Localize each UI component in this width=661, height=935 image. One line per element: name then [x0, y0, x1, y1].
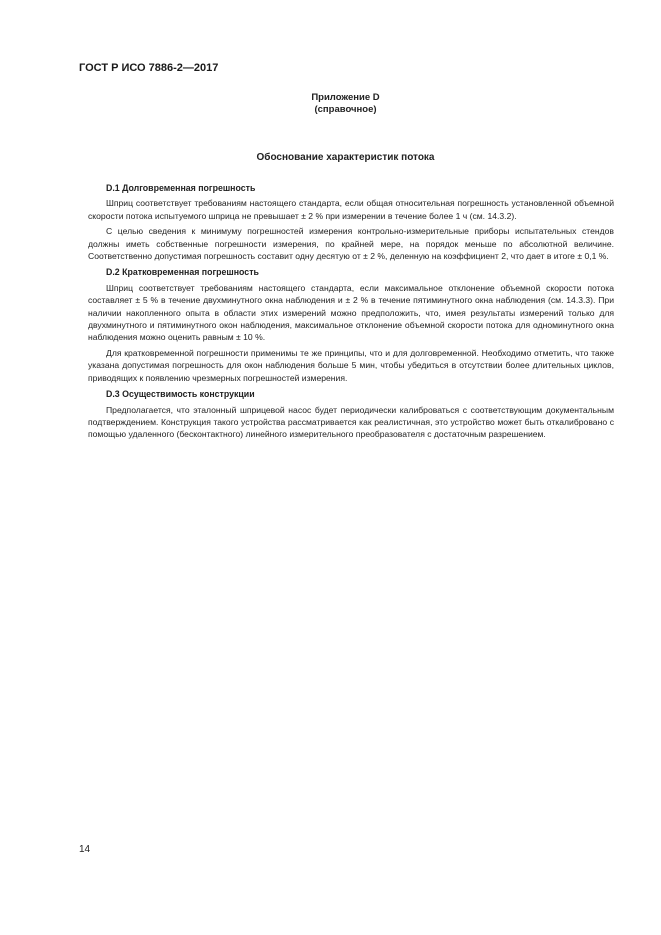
paragraph: Для кратковременной погрешности применимы те же принципы, что и для долговременной. Необходимо отметить, что также указана допустимая погрешность для окон наблюдения больше 5 мин, чтобы убедиться в отсутствии более длительных циклов, приводящих к появлению чрезмерных погрешностей измерения.: [88, 347, 614, 383]
section-heading: D.1 Долговременная погрешность: [106, 183, 256, 193]
paragraph: Шприц соответствует требованиям настоящего стандарта, если максимальное отклонение объемной скорости потока составляет ± 5 % в течение двухминутного окна наблюдения и ± 2 % в течение пятиминутного окна наблюдения (см. 14.3.3). При наличии накопленного опыта в области этих измерений можно предположить, что, имея результаты измерений только для двухминутного и пятиминутного окон наблюдения, максимальное отклонение объемной скорости потока для одноминутного окна наблюдения можно оценить равным ± 10 %.: [88, 282, 614, 343]
annex-title: Обоснование характеристик потока: [256, 152, 435, 163]
section-heading: D.2 Кратковременная погрешность: [106, 267, 259, 278]
section-d3: [88, 388, 614, 441]
paragraph: Шприц соответствует требованиям настоящего стандарта, если общая относительная погрешность установленной объемной скорости потока испытуемого шприца не превышает ± 2 % при измерении в течение более 1 ч (см. 14.3.2).: [88, 198, 614, 221]
annex-label: Приложение D: [311, 92, 380, 103]
page-number: 14: [79, 844, 91, 855]
paragraph: С целью сведения к минимуму погрешностей измерения контрольно-измерительные приборы испытательных стендов должны иметь собственные погрешности измерения, по крайней мере, на порядок меньше по абсолютной величине. Соответственно допустимая погрешность составит одну десятую от ± 2 %, деленную на коэффициент 2, что дает в итоге ± 0,1 %.: [88, 226, 614, 262]
section-d2: [88, 266, 614, 384]
section-heading: D.3 Осуществимость конструкции: [106, 389, 255, 400]
annex-label-block: [0, 92, 661, 116]
section-d1: [88, 182, 614, 262]
paragraph: Предполагается, что эталонный шприцевой насос будет периодически калиброваться с соответствующим документальным подтверждением. Конструкция такого устройства рассматривается как реалистичная, это устройство может быть откалибровано с помощью удаленного (бесконтактного) линейного измерительного преобразователя с достаточным разрешением.: [88, 404, 614, 440]
annex-status: (справочное): [314, 104, 377, 115]
document-body: [88, 182, 614, 445]
standard-code: ГОСТ Р ИСО 7886-2—2017: [79, 62, 219, 74]
